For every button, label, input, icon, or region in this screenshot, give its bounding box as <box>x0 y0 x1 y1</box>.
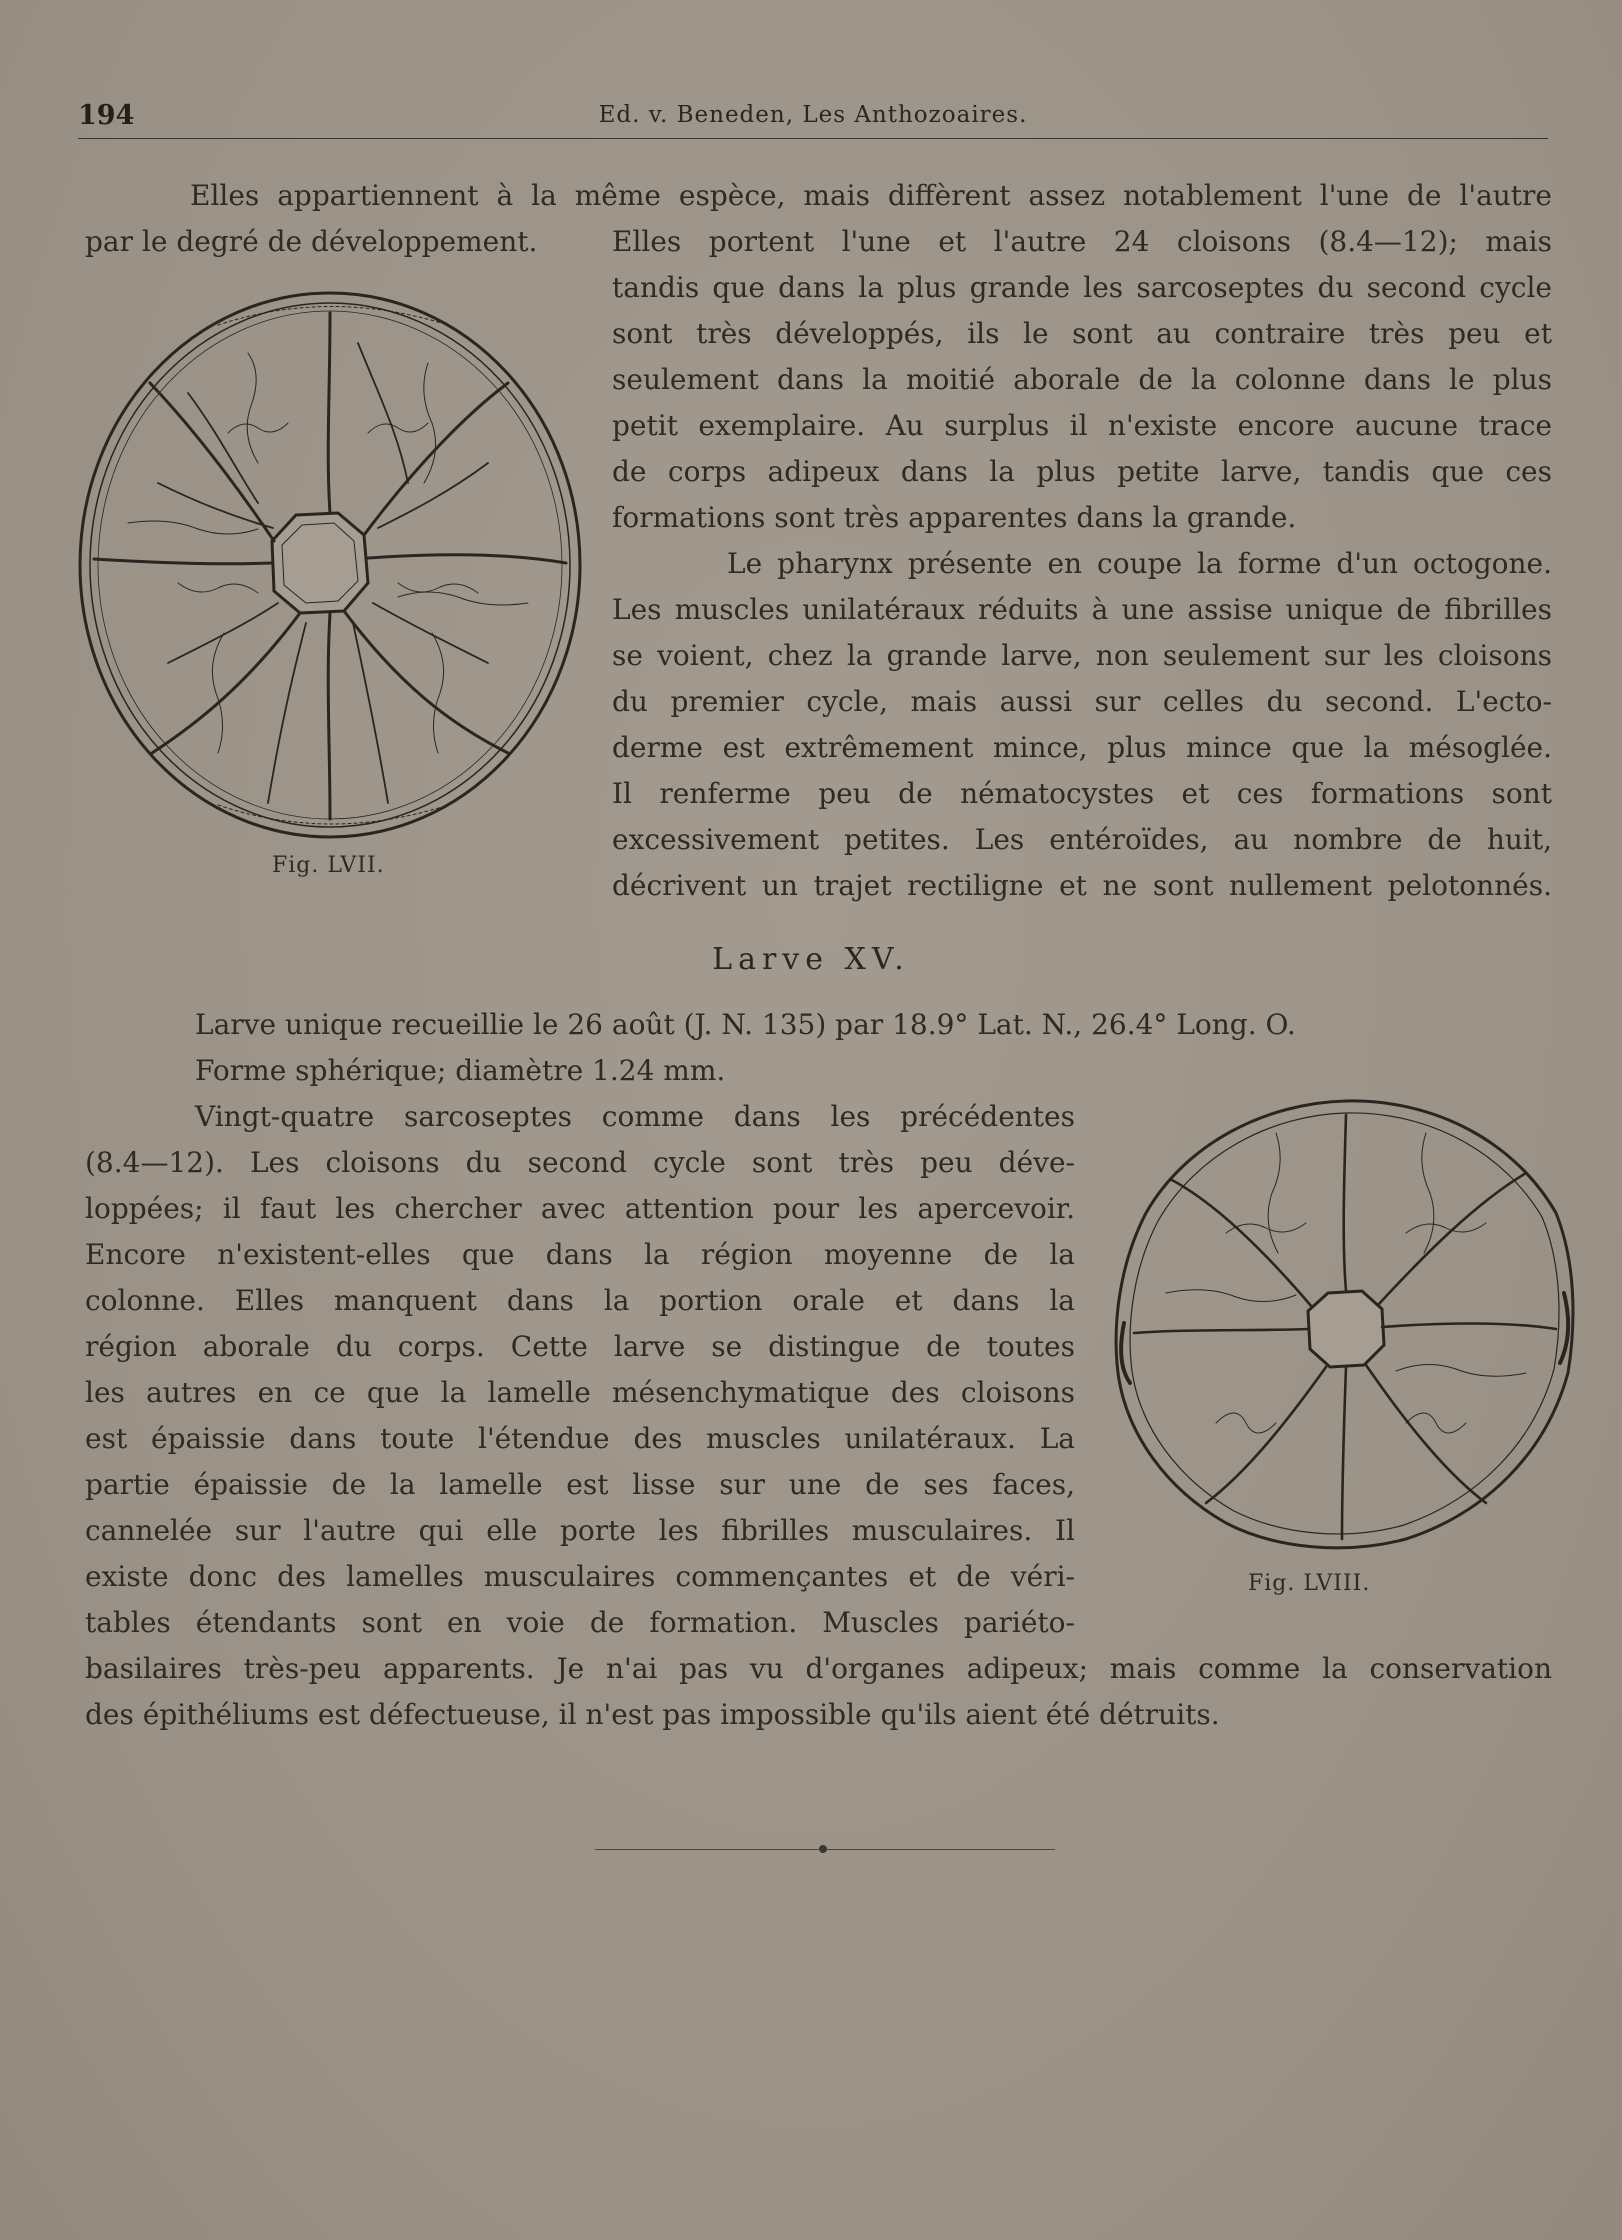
paragraph-line: de corps adipeux dans la plus petite larve, tandis que ces <box>612 455 1552 488</box>
paragraph-line: petit exemplaire. Au surplus il n'existe encore aucune trace <box>612 409 1552 442</box>
paragraph-line: se voient, chez la grande larve, non seulement sur les cloisons <box>612 639 1552 672</box>
figure-lviii-illustration <box>1106 1093 1576 1553</box>
paragraph-line: sont très développés, ils le sont au contraire très peu et <box>612 317 1552 350</box>
paragraph-line: Forme sphérique; diamètre 1.24 mm. <box>195 1054 726 1087</box>
paragraph-line: formations sont très apparentes dans la grande. <box>612 501 1297 534</box>
paragraph-line: Vingt-quatre sarcoseptes comme dans les précédentes <box>195 1100 1075 1133</box>
paragraph-line: excessivement petites. Les entéroïdes, au nombre de huit, <box>612 823 1552 856</box>
page-number: 194 <box>78 100 135 131</box>
end-ornament <box>595 1840 1055 1860</box>
paragraph-line: des épithéliums est défectueuse, il n'est pas impossible qu'ils aient été détruits. <box>85 1698 1220 1731</box>
paragraph-line: du premier cycle, mais aussi sur celles du second. L'ecto- <box>612 685 1552 718</box>
paragraph-line: région aborale du corps. Cette larve se distingue de toutes <box>85 1330 1075 1363</box>
paragraph-line: derme est extrêmement mince, plus mince que la mésoglée. <box>612 731 1552 764</box>
paragraph-line: Encore n'existent-elles que dans la région moyenne de la <box>85 1238 1075 1271</box>
running-title: Ed. v. Beneden, Les Anthozoaires. <box>598 102 1028 128</box>
paragraph-line: basilaires très-peu apparents. Je n'ai pas vu d'organes adipeux; mais comme la conservation <box>85 1652 1552 1685</box>
paragraph-line: Il renferme peu de nématocystes et ces formations sont <box>612 777 1552 810</box>
paragraph-line: colonne. Elles manquent dans la portion orale et dans la <box>85 1284 1075 1317</box>
paragraph-line: tables étendants sont en voie de formation. Muscles pariéto- <box>85 1606 1075 1639</box>
section-heading: Larve XV. <box>712 942 910 977</box>
paragraph-line: Elles portent l'une et l'autre 24 cloisons (8.4—12); mais <box>612 225 1552 258</box>
paragraph-line: les autres en ce que la lamelle mésenchymatique des cloisons <box>85 1376 1075 1409</box>
figure-lvii-illustration <box>68 283 596 851</box>
paragraph-line: partie épaissie de la lamelle est lisse sur une de ses faces, <box>85 1468 1075 1501</box>
paragraph-line: existe donc des lamelles musculaires commençantes et de véri- <box>85 1560 1075 1593</box>
paragraph-line: Larve unique recueillie le 26 août (J. N. 135) par 18.9° Lat. N., 26.4° Long. O. <box>195 1008 1296 1041</box>
paragraph-line: (8.4—12). Les cloisons du second cycle sont très peu déve- <box>85 1146 1075 1179</box>
paragraph-line: décrivent un trajet rectiligne et ne sont nullement pelotonnés. <box>612 869 1552 902</box>
paragraph-line: loppées; il faut les chercher avec attention pour les apercevoir. <box>85 1192 1075 1225</box>
paragraph-line: par le degré de développement. <box>85 225 538 258</box>
paragraph-line: seulement dans la moitié aborale de la colonne dans le plus <box>612 363 1552 396</box>
paragraph-line: Les muscles unilatéraux réduits à une assise unique de fibrilles <box>612 593 1552 626</box>
paragraph-line: Le pharynx présente en coupe la forme d'un octogone. <box>727 547 1552 580</box>
figure-lvii-caption: Fig. LVII. <box>272 853 385 878</box>
figure-lviii-caption: Fig. LVIII. <box>1248 1571 1371 1596</box>
paragraph-line: tandis que dans la plus grande les sarcoseptes du second cycle <box>612 271 1552 304</box>
paragraph-line: Elles appartiennent à la même espèce, mais diffèrent assez notablement l'une de l'autre <box>190 179 1552 212</box>
paragraph-line: est épaissie dans toute l'étendue des muscles unilatéraux. La <box>85 1422 1075 1455</box>
paragraph-line: cannelée sur l'autre qui elle porte les fibrilles musculaires. Il <box>85 1514 1075 1547</box>
page-header <box>78 98 1548 139</box>
